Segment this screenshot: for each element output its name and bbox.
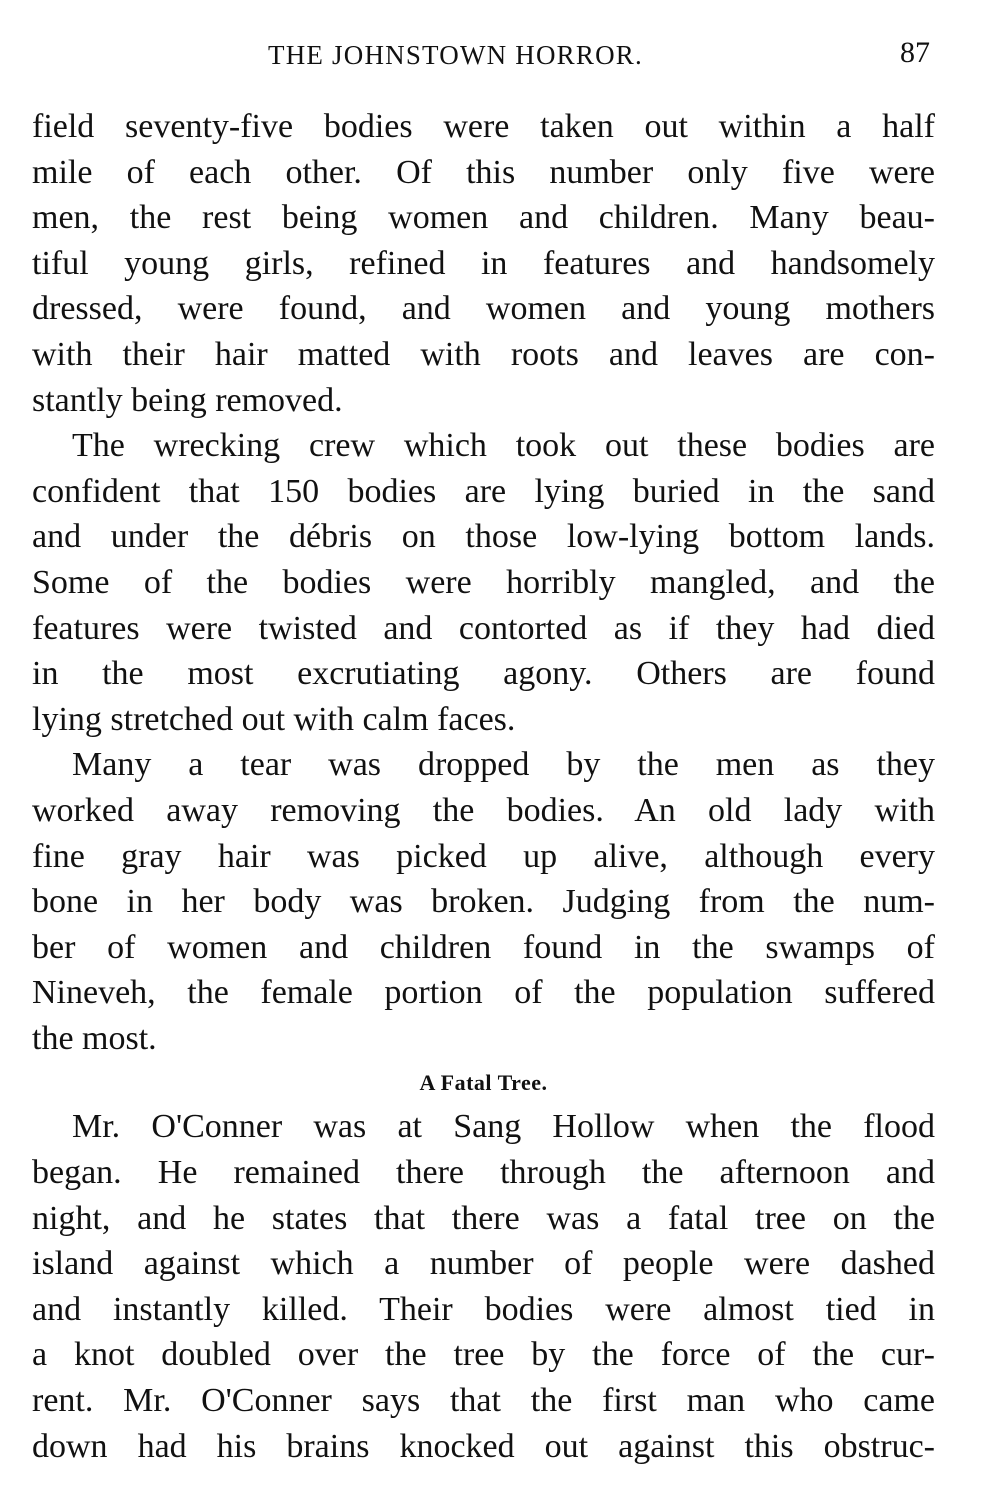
text-line: and under the débris on those low-lying bottom lands. — [32, 518, 935, 556]
text-line: and instantly killed. Their bodies were almost tied in — [32, 1290, 935, 1328]
section-heading: A Fatal Tree. — [419, 1070, 548, 1096]
text-line: a knot doubled over the tree by the force of the cur- — [32, 1336, 935, 1374]
text-line: in the most excrutiating agony. Others are found — [32, 655, 935, 693]
paragraph-1 — [32, 104, 935, 423]
text-line: worked away removing the bodies. An old lady with — [32, 791, 935, 829]
text-line: began. He remained there through the afternoon and — [32, 1154, 935, 1192]
text-line: mile of each other. Of this number only five were — [32, 153, 935, 191]
text-line: Some of the bodies were horribly mangled, and the — [32, 563, 935, 601]
text-line: night, and he states that there was a fatal tree on the — [32, 1199, 935, 1237]
text-line: lying stretched out with calm faces. — [32, 700, 516, 738]
text-line: Many a tear was dropped by the men as they — [72, 746, 935, 784]
running-title: THE JOHNSTOWN HORROR. — [268, 40, 643, 70]
text-line: tiful young girls, refined in features and handsomely — [32, 244, 935, 282]
text-line: rent. Mr. O'Conner says that the first man who came — [32, 1382, 935, 1420]
text-line: men, the rest being women and children. Many beau- — [32, 199, 935, 237]
text-line: dressed, were found, and women and young mothers — [32, 290, 935, 328]
text-line: bone in her body was broken. Judging from the num- — [32, 883, 935, 921]
text-line: The wrecking crew which took out these bodies are — [72, 427, 935, 465]
text-line: stantly being removed. — [32, 381, 343, 419]
paragraph-2 — [32, 423, 935, 742]
text-line: ber of women and children found in the swamps of — [32, 928, 935, 966]
text-line: confident that 150 bodies are lying buried in the sand — [32, 472, 935, 510]
paragraph-3 — [32, 742, 935, 1061]
text-line: down had his brains knocked out against this obstruc- — [32, 1427, 935, 1465]
text-line: features were twisted and contorted as if they had died — [32, 609, 935, 647]
text-line: Mr. O'Conner was at Sang Hollow when the flood — [72, 1108, 935, 1146]
text-line: field seventy-five bodies were taken out within a half — [32, 108, 935, 145]
text-line: with their hair matted with roots and leaves are con- — [32, 335, 935, 373]
section-paragraph — [32, 1104, 935, 1469]
text-line: Nineveh, the female portion of the population suffered — [32, 974, 935, 1012]
body-text — [32, 104, 935, 1469]
text-line: the most. — [32, 1019, 157, 1057]
text-line: island against which a number of people were dashed — [32, 1245, 935, 1283]
running-head — [0, 36, 1000, 76]
text-line: fine gray hair was picked up alive, although every — [32, 837, 935, 875]
page-number: 87 — [900, 36, 930, 69]
